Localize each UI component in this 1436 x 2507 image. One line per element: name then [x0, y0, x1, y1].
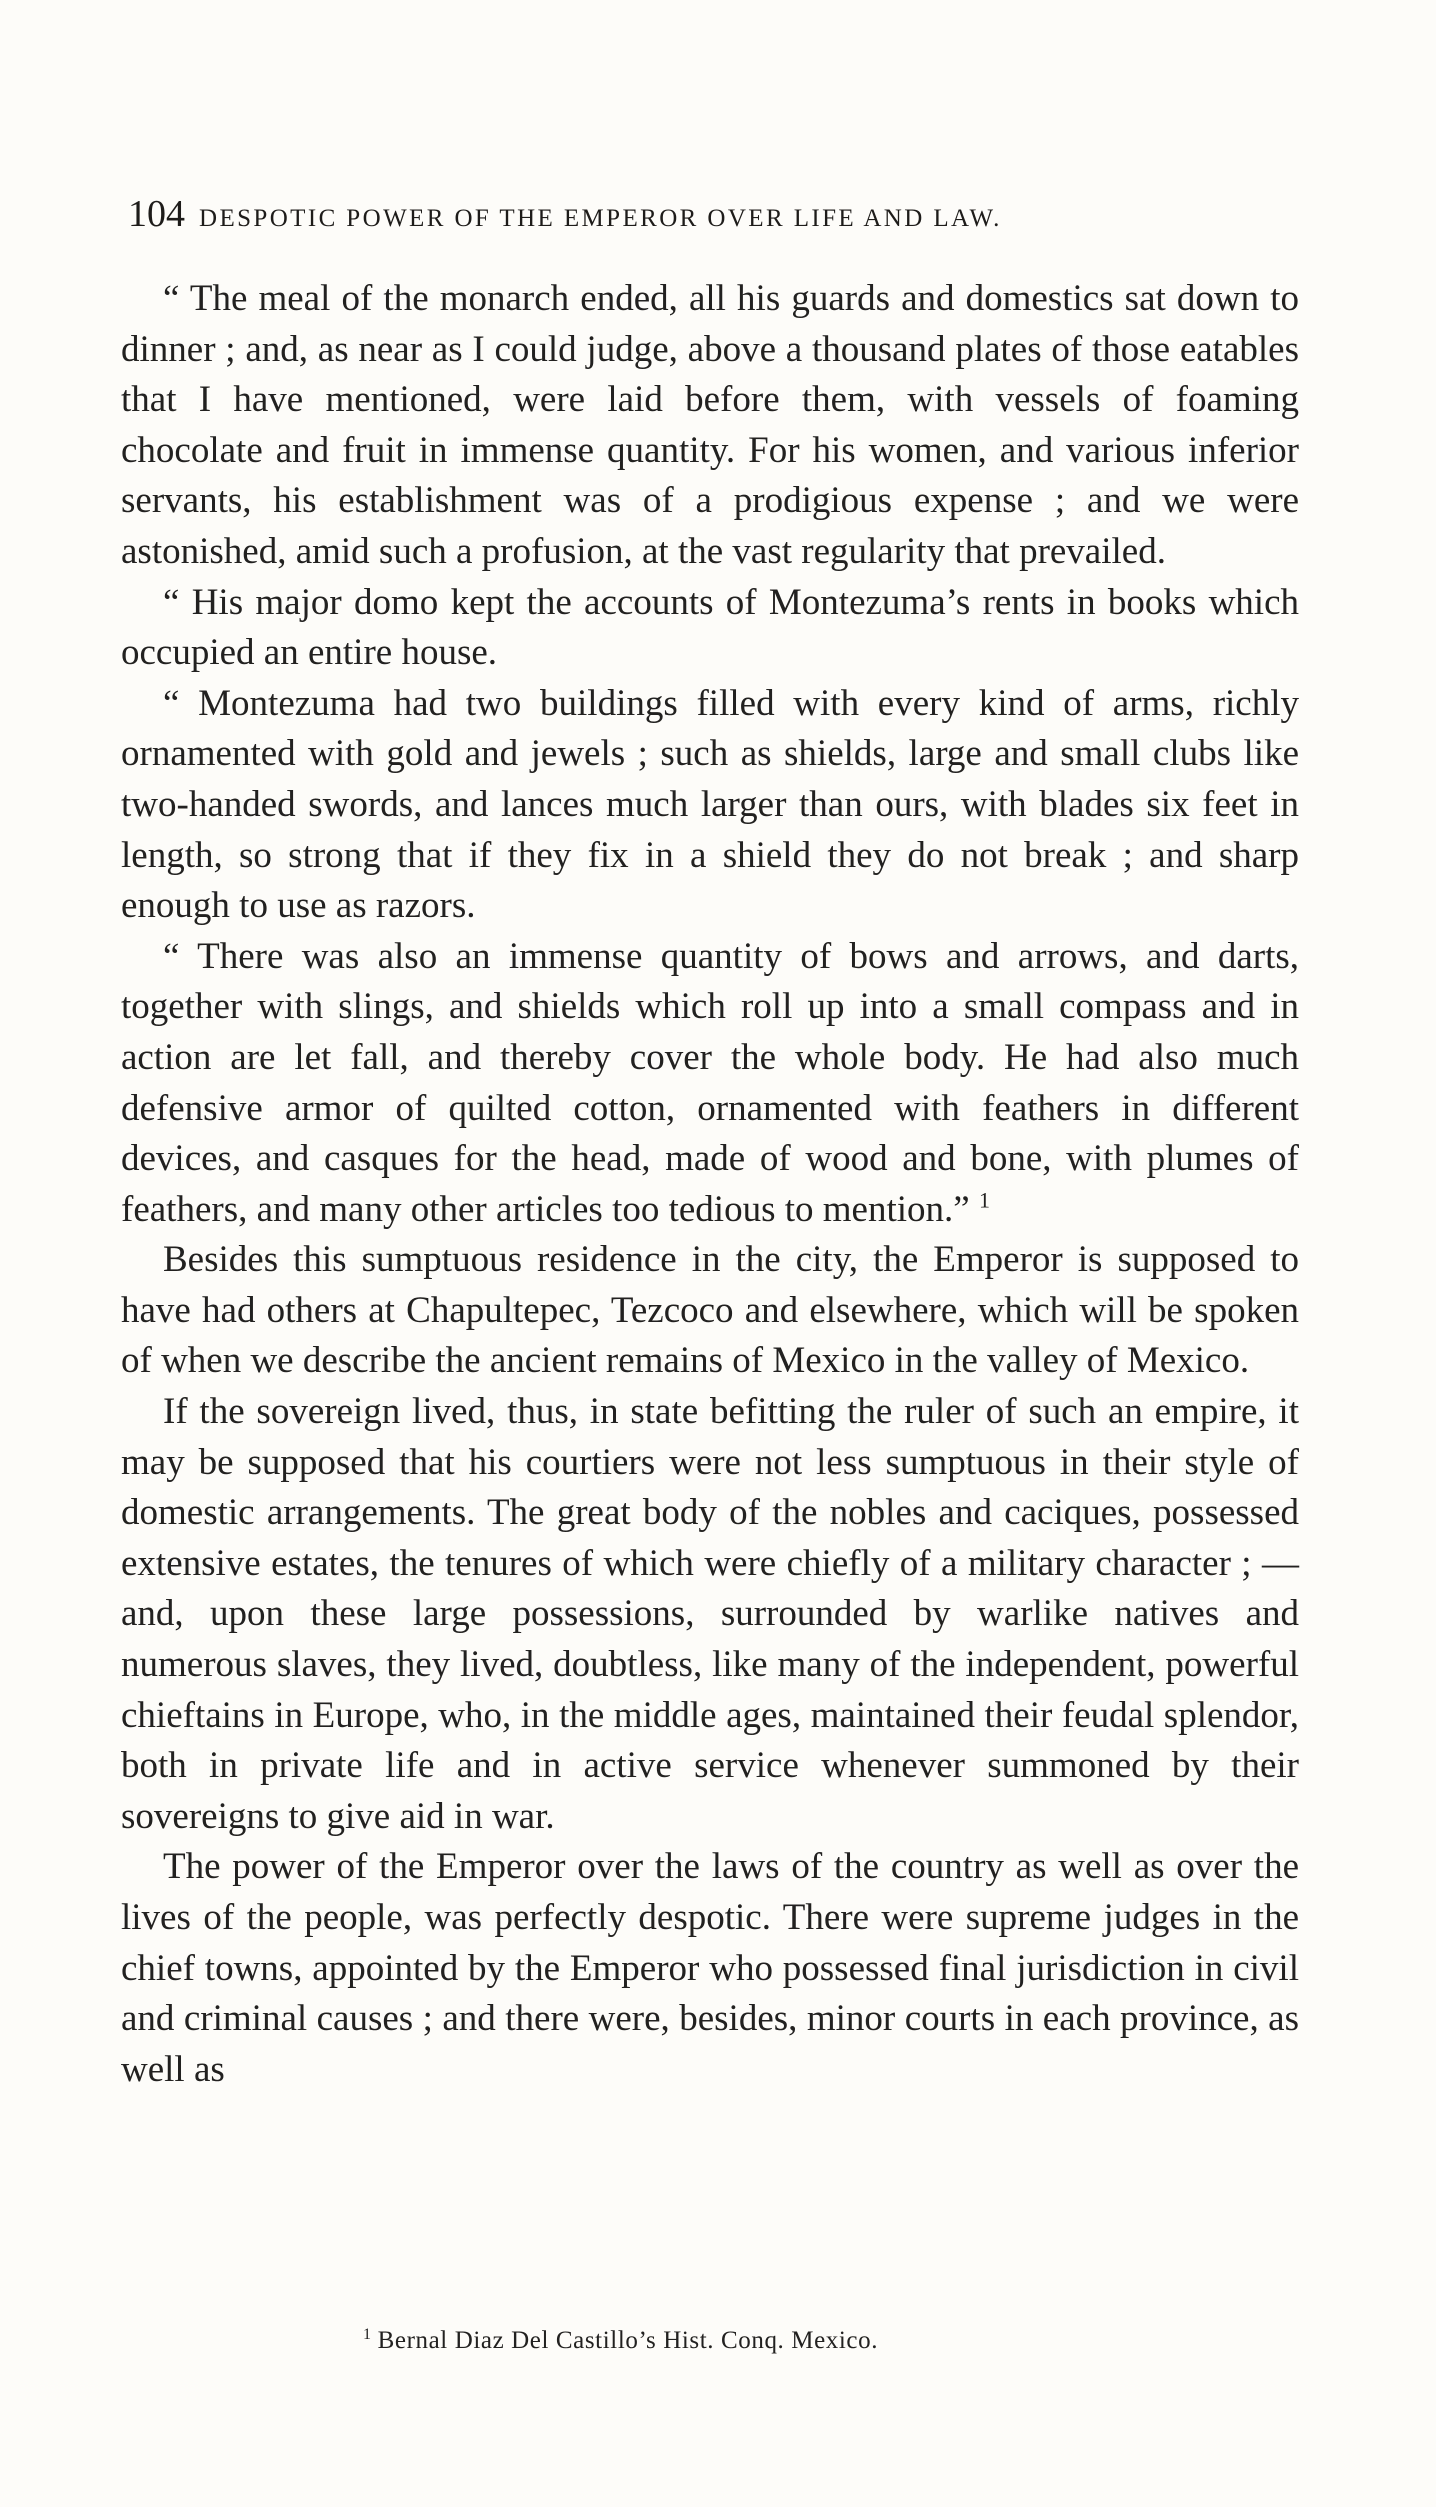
- running-head: [128, 192, 1308, 236]
- footnote: [363, 2327, 878, 2355]
- body-text: [121, 274, 1299, 2095]
- paragraph-despotic-power: The power of the Emperor over the laws of the country as well as over the lives of the people, was perfectly despotic. There were supreme judges in the chief towns, appointed by the Emperor who possessed final jurisdiction in civil and criminal causes ; and there were, besides, minor courts in each province, as well as: [121, 1846, 1299, 2090]
- paragraph-major-domo: “ His major domo kept the accounts of Montezuma’s rents in books which occupied an entire house.: [121, 581, 1299, 674]
- page-number: 104: [128, 193, 185, 235]
- paragraph-other-residences: Besides this sumptuous residence in the city, the Emperor is supposed to have had others at Chapultepec, Tezcoco and elsewhere, which will be spoken of when we describe the ancient remains of Mexico in the valley of Mexico.: [121, 1239, 1299, 1382]
- paragraph-nobles-estates: If the sovereign lived, thus, in state befitting the ruler of such an empire, it may be supposed that his courtiers were not less sumptuous in their style of domestic arrangements. The great body of the nobles and caciques, possessed extensive estates, the tenures of which were chiefly of a military character ; — and, upon these large possessions, surrounded by warlike natives and numerous slaves, they lived, doubtless, like many of the independent, powerful chieftains in Europe, who, in the middle ages, maintained their feudal splendor, both in private life and in active service whenever summoned by their sovereigns to give aid in war.: [121, 1391, 1299, 1837]
- paragraph-arms-buildings: “ Montezuma had two buildings filled with every kind of arms, richly ornamented with gold and jewels ; such as shields, large and small clubs like two-handed swords, and lances much larger than ours, with blades six feet in length, so strong that if they fix in a shield they do not break ; and sharp enough to use as razors.: [121, 682, 1299, 927]
- footnote-number: 1: [363, 2325, 372, 2343]
- paragraph-bows-arrows: [121, 932, 1299, 1236]
- running-title: DESPOTIC POWER OF THE EMPEROR OVER LIFE AND LAW.: [199, 205, 1002, 232]
- footnote-reference: 1: [978, 1187, 990, 1213]
- paragraph-bows-arrows-text: “ There was also an immense quantity of bows and arrows, and darts, together with slings, and shields which roll up into a small compass and in action are let fall, and thereby cover the whole body. He had also much defensive armor of quilted cotton, ornamented with feathers in different devices, and casques for the head, made of wood and bone, with plumes of feathers, and many other articles too tedious to mention.”: [121, 935, 1299, 1230]
- footnote-text: Bernal Diaz Del Castillo’s Hist. Conq. Mexico.: [377, 2327, 879, 2354]
- paragraph-meal-ended: “ The meal of the monarch ended, all his guards and domestics sat down to dinner ; and, as near as I could judge, above a thousand plates of those eatables that I have mentioned, were laid before them, with vessels of foaming chocolate and fruit in immense quantity. For his women, and various inferior servants, his establishment was of a prodigious expense ; and we were astonished, amid such a profusion, at the vast regularity that prevailed.: [121, 278, 1299, 572]
